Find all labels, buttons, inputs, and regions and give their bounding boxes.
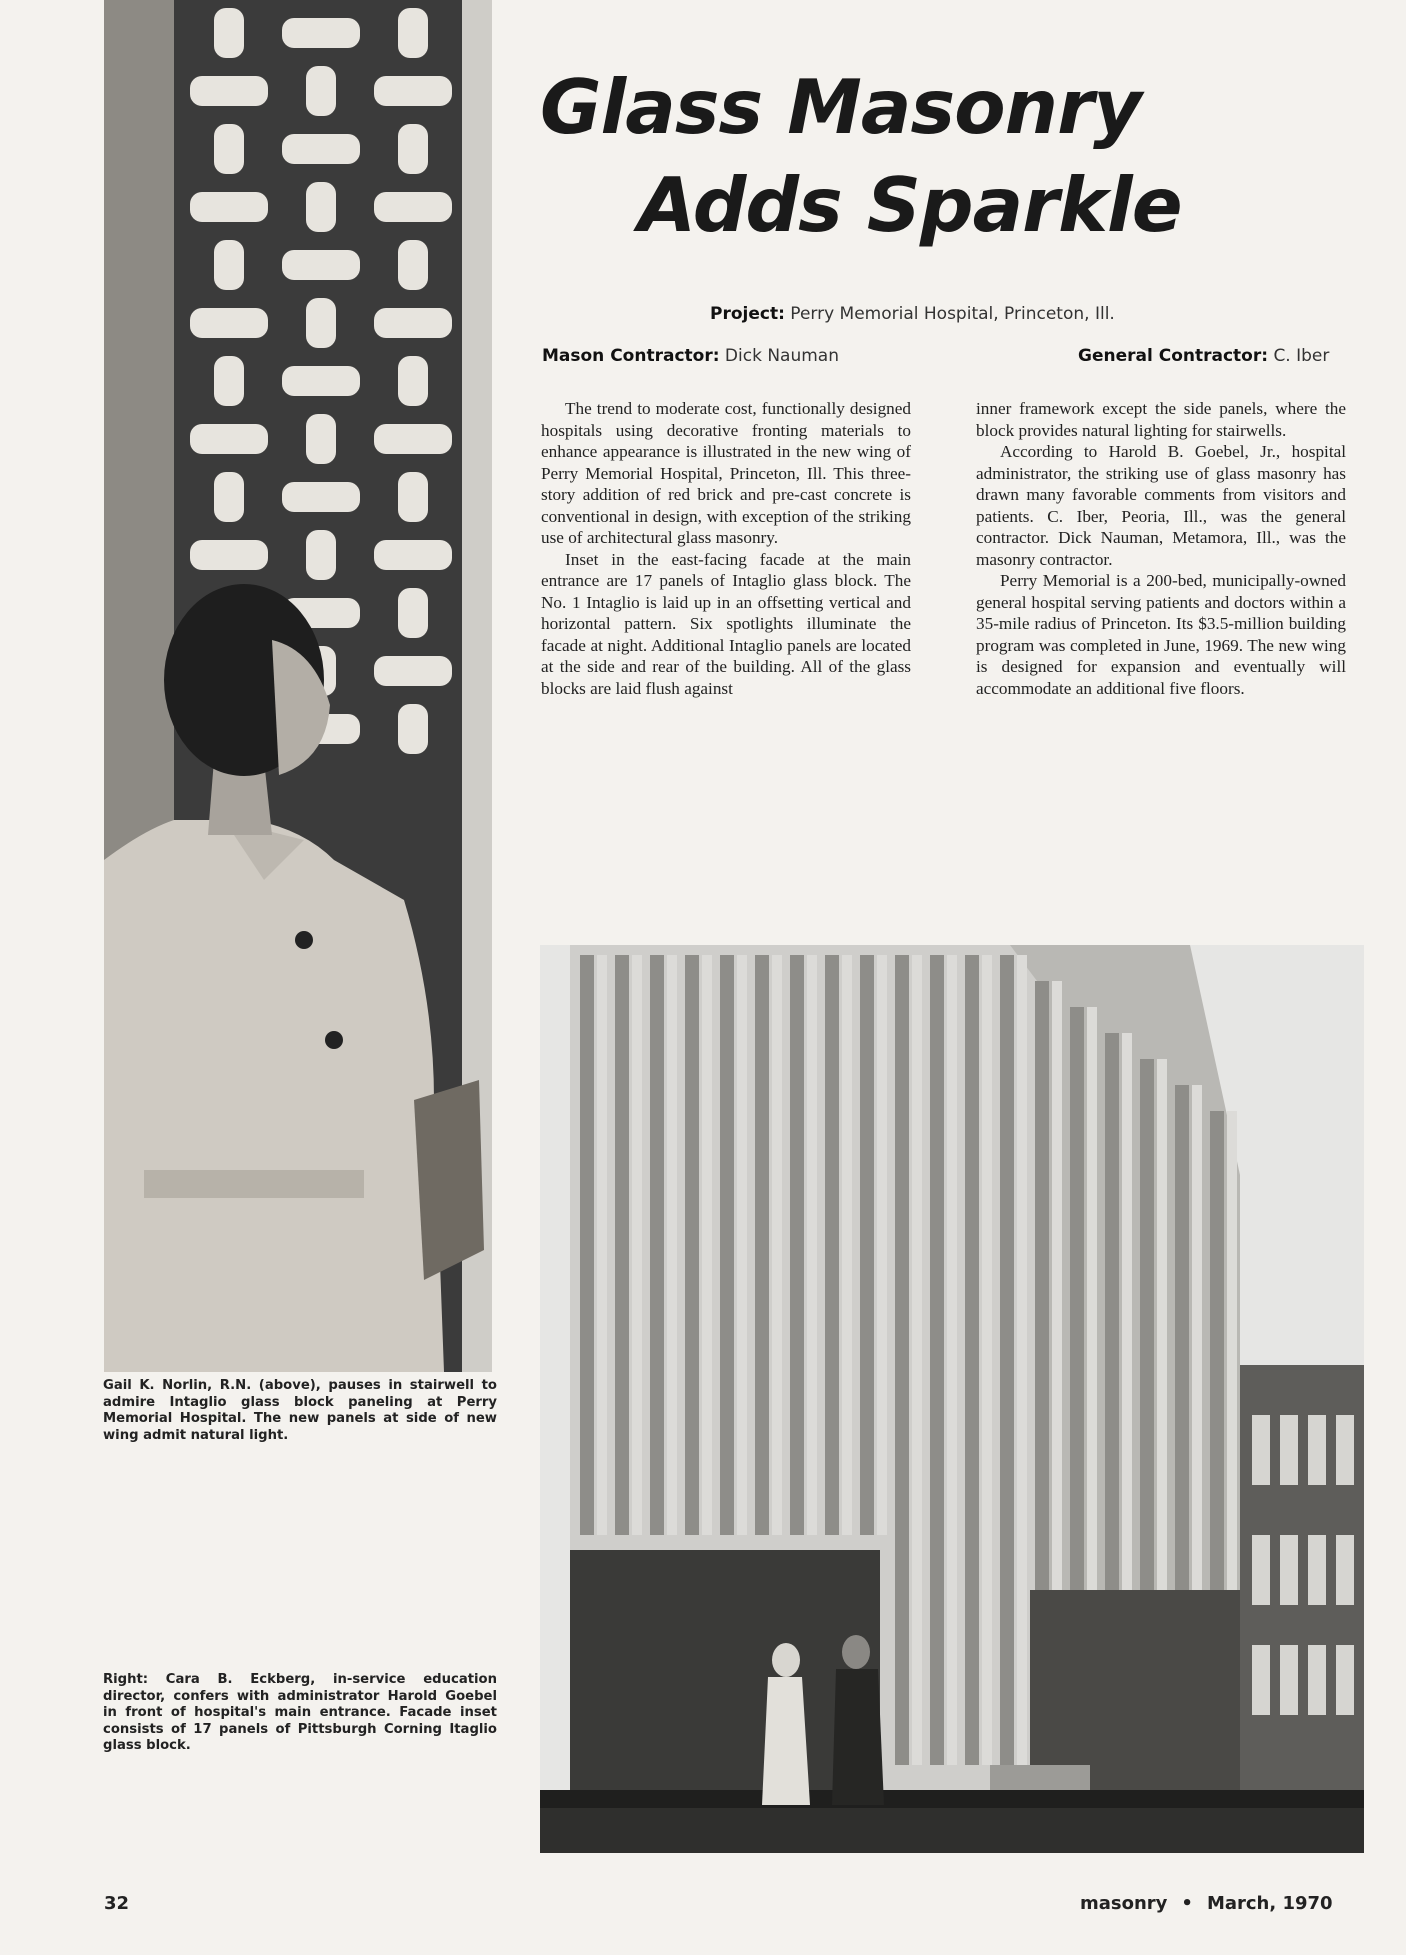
general-contractor-credit	[1078, 346, 1329, 366]
facade-fin	[807, 955, 817, 1535]
glass-block	[190, 76, 268, 106]
facade-fin	[912, 955, 922, 1765]
glass-block	[374, 656, 452, 686]
general-contractor-value: C. Iber	[1273, 346, 1330, 366]
wing-window	[1252, 1645, 1270, 1715]
glass-block	[398, 704, 428, 754]
footer-separator: •	[1181, 1893, 1193, 1914]
wing-window	[1252, 1415, 1270, 1485]
glass-block	[282, 250, 360, 280]
body-paragraph: Perry Memorial is a 200-bed, municipally-owned general hospital serving patients and doctors within a 35-mile radius of Princeton. Its $3.5-million building program was completed in June, 1969. The new wing is designed for expansion and eventually will accommodate an additional five floors.	[976, 571, 1346, 698]
glass-block	[398, 124, 428, 174]
glass-block	[190, 308, 268, 338]
magazine-name: masonry	[1080, 1893, 1168, 1914]
glass-block	[306, 66, 336, 116]
photo-nurse-glass-block-wall	[104, 0, 492, 1372]
glass-block-strip	[650, 955, 664, 1535]
mason-contractor-credit	[542, 346, 839, 366]
article-title-line-2: Adds Sparkle	[638, 161, 1182, 249]
glass-block-strip	[895, 955, 909, 1765]
glass-block	[214, 356, 244, 406]
facade-fin	[737, 955, 747, 1535]
glass-block	[282, 482, 360, 512]
facade-fin	[947, 955, 957, 1765]
facade-fin	[597, 955, 607, 1535]
facade-fin	[632, 955, 642, 1535]
glass-block	[190, 424, 268, 454]
wing-window	[1308, 1415, 1326, 1485]
glass-block-strip	[755, 955, 769, 1535]
project-credit	[710, 304, 1115, 324]
wing-window	[1336, 1535, 1354, 1605]
glass-block	[306, 298, 336, 348]
glass-block	[282, 18, 360, 48]
photo-nurse-glass-block-wall-drawing	[104, 0, 492, 1372]
body-column-1	[541, 398, 911, 699]
glass-block	[214, 472, 244, 522]
glass-block-strip	[1000, 955, 1014, 1765]
facade-fin	[842, 955, 852, 1535]
running-footer	[1080, 1893, 1333, 1914]
facade-fin	[1017, 955, 1027, 1765]
article-title	[530, 58, 1390, 254]
glass-block-strip	[930, 955, 944, 1765]
mason-contractor-value: Dick Nauman	[724, 346, 839, 366]
glass-block	[306, 530, 336, 580]
facade-fin	[667, 955, 677, 1535]
body-paragraph: Inset in the east-facing facade at the main entrance are 17 panels of Intaglio glass block. The No. 1 Intaglio is laid up in an offsetting vertical and horizontal pattern. Six spotlights illuminate the facade at night. Additional Intaglio panels are located at the side and rear of the building. All of the glass blocks are laid flush against	[541, 549, 911, 698]
project-label: Project:	[710, 304, 785, 324]
glass-block	[398, 472, 428, 522]
glass-block	[374, 308, 452, 338]
wing-window	[1280, 1415, 1298, 1485]
glass-block	[190, 192, 268, 222]
glass-block	[306, 414, 336, 464]
glass-block	[398, 588, 428, 638]
glass-block	[398, 8, 428, 58]
wing-window	[1336, 1645, 1354, 1715]
wing-window	[1280, 1645, 1298, 1715]
glass-block	[214, 8, 244, 58]
issue-date: March, 1970	[1206, 1893, 1333, 1914]
glass-block-strip	[720, 955, 734, 1535]
article-title-line-1: Glass Masonry	[540, 63, 1141, 151]
glass-block-strip	[825, 955, 839, 1535]
facade-fin	[982, 955, 992, 1765]
glass-block-strip	[580, 955, 594, 1535]
glass-block	[374, 192, 452, 222]
wing-window	[1280, 1535, 1298, 1605]
glass-block	[282, 366, 360, 396]
body-paragraph: According to Harold B. Goebel, Jr., hospital administrator, the striking use of glass masonry has drawn many favorable comments from visitors and patients. C. Iber, Peoria, Ill., was the general contractor. Dick Nauman, Metamora, Ill., was the masonry contractor.	[976, 442, 1346, 569]
glass-block	[306, 182, 336, 232]
facade-fin	[877, 955, 887, 1535]
glass-block-strip	[965, 955, 979, 1765]
body-column-2	[976, 398, 1346, 699]
glass-block-strip	[615, 955, 629, 1535]
body-paragraph: inner framework except the side panels, where the block provides natural lighting for stairwells.	[976, 399, 1346, 440]
glass-block	[374, 540, 452, 570]
page-number: 32	[104, 1893, 130, 1914]
facade-fin	[772, 955, 782, 1535]
glass-block	[282, 134, 360, 164]
glass-block	[214, 124, 244, 174]
wing-window	[1252, 1535, 1270, 1605]
general-contractor-label: General Contractor:	[1078, 346, 1269, 366]
body-paragraph: The trend to moderate cost, functionally designed hospitals using decorative fronting materials to enhance appearance is illustrated in the new wing of Perry Memorial Hospital, Princeton, Ill. This three-story addition of red brick and pre-cast concrete is conventional in design, with exception of the striking use of architectural glass masonry.	[541, 399, 911, 547]
glass-block	[398, 240, 428, 290]
wing-window	[1308, 1645, 1326, 1715]
glass-block	[214, 240, 244, 290]
glass-block	[398, 356, 428, 406]
caption-facade-photo: Right: Cara B. Eckberg, in-service education director, confers with administrator Harold Goebel in front of hospital's main entrance. Facade inset consists of 17 panels of Pittsburgh Corning Itaglio glass block.	[103, 1672, 497, 1753]
photo-hospital-facade-drawing	[540, 945, 1364, 1853]
facade-fin	[702, 955, 712, 1535]
caption-nurse-photo: Gail K. Norlin, R.N. (above), pauses in stairwell to admire Intaglio glass block paneling at Perry Memorial Hospital. The new panels at side of new wing admit natural light.	[103, 1378, 497, 1443]
wing-window	[1336, 1415, 1354, 1485]
mason-contractor-label: Mason Contractor:	[542, 346, 720, 366]
project-value: Perry Memorial Hospital, Princeton, Ill.	[790, 304, 1115, 324]
glass-block-strip	[860, 955, 874, 1535]
glass-block-strip	[685, 955, 699, 1535]
glass-block	[374, 76, 452, 106]
glass-block-strip	[790, 955, 804, 1535]
photo-hospital-facade	[540, 945, 1364, 1853]
glass-block	[374, 424, 452, 454]
glass-block	[190, 540, 268, 570]
wing-window	[1308, 1535, 1326, 1605]
